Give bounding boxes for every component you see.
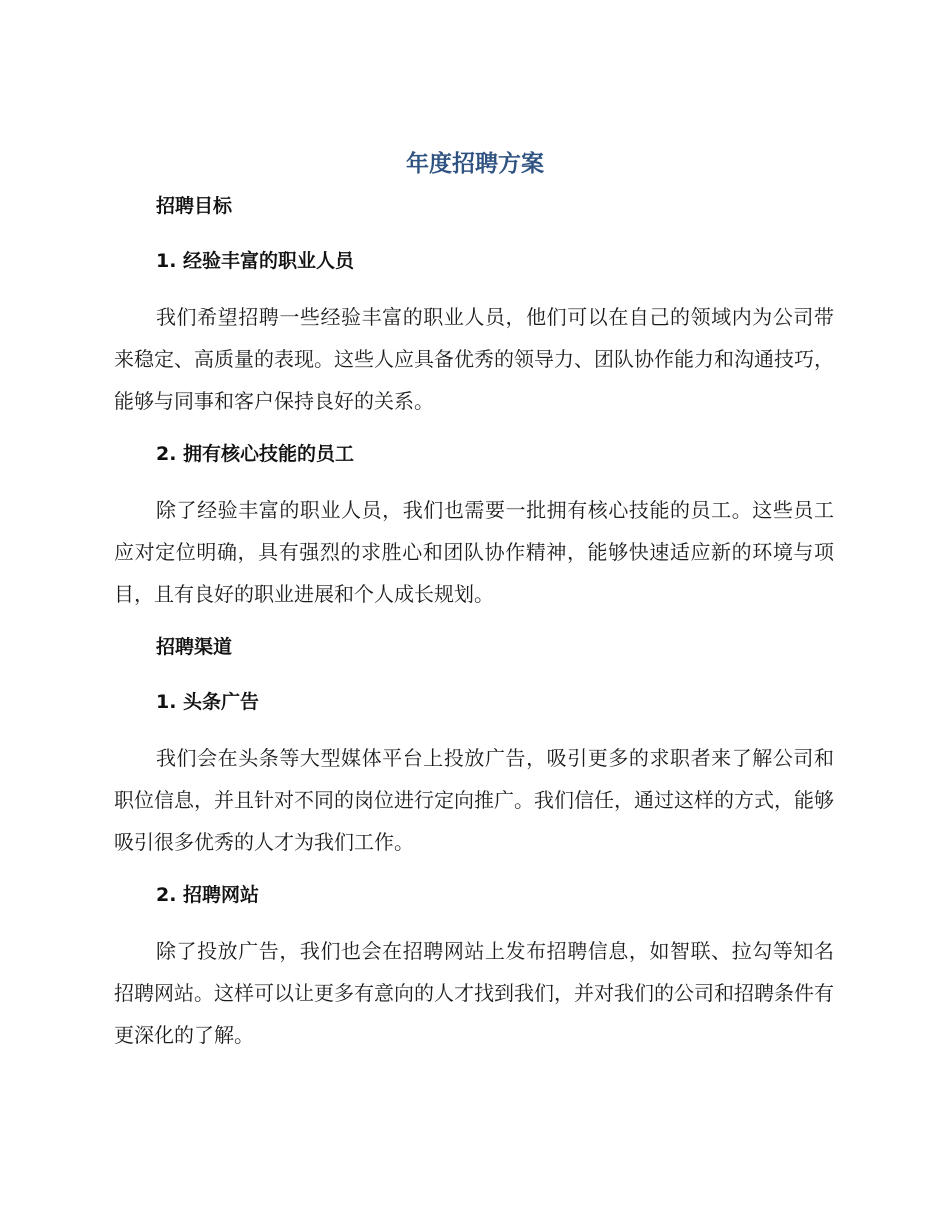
subsection-heading-toutiao-ads: 1. 头条广告 <box>156 691 260 713</box>
section-heading-channels: 招聘渠道 <box>156 636 233 658</box>
paragraph-experienced: 我们希望招聘一些经验丰富的职业人员，他们可以在自己的领域内为公司带来稳定、高质量的表现。这些人应具备优秀的领导力、团队协作能力和沟通技巧，能够与同事和客户保持良好的关系。 <box>114 305 834 413</box>
paragraph-core-skills: 除了经验丰富的职业人员，我们也需要一批拥有核心技能的员工。这些员工应对定位明确，具有强烈的求胜心和团队协作精神，能够快速适应新的环境与项目，且有良好的职业进展和个人成长规划。 <box>114 498 834 606</box>
paragraph-toutiao-ads: 我们会在头条等大型媒体平台上投放广告，吸引更多的求职者来了解公司和职位信息，并且针对不同的岗位进行定向推广。我们信任，通过这样的方式，能够吸引很多优秀的人才为我们工作。 <box>114 746 834 854</box>
paragraph-job-sites: 除了投放广告，我们也会在招聘网站上发布招聘信息，如智联、拉勾等知名招聘网站。这样可以让更多有意向的人才找到我们，并对我们的公司和招聘条件有更深化的了解。 <box>114 939 834 1047</box>
subsection-heading-core-skills: 2. 拥有核心技能的员工 <box>156 443 355 465</box>
section-heading-goals: 招聘目标 <box>156 195 233 217</box>
document-title: 年度招聘方案 <box>406 151 544 177</box>
document-body <box>114 188 834 1056</box>
subsection-heading-experienced: 1. 经验丰富的职业人员 <box>156 250 355 272</box>
subsection-heading-job-sites: 2. 招聘网站 <box>156 884 260 906</box>
